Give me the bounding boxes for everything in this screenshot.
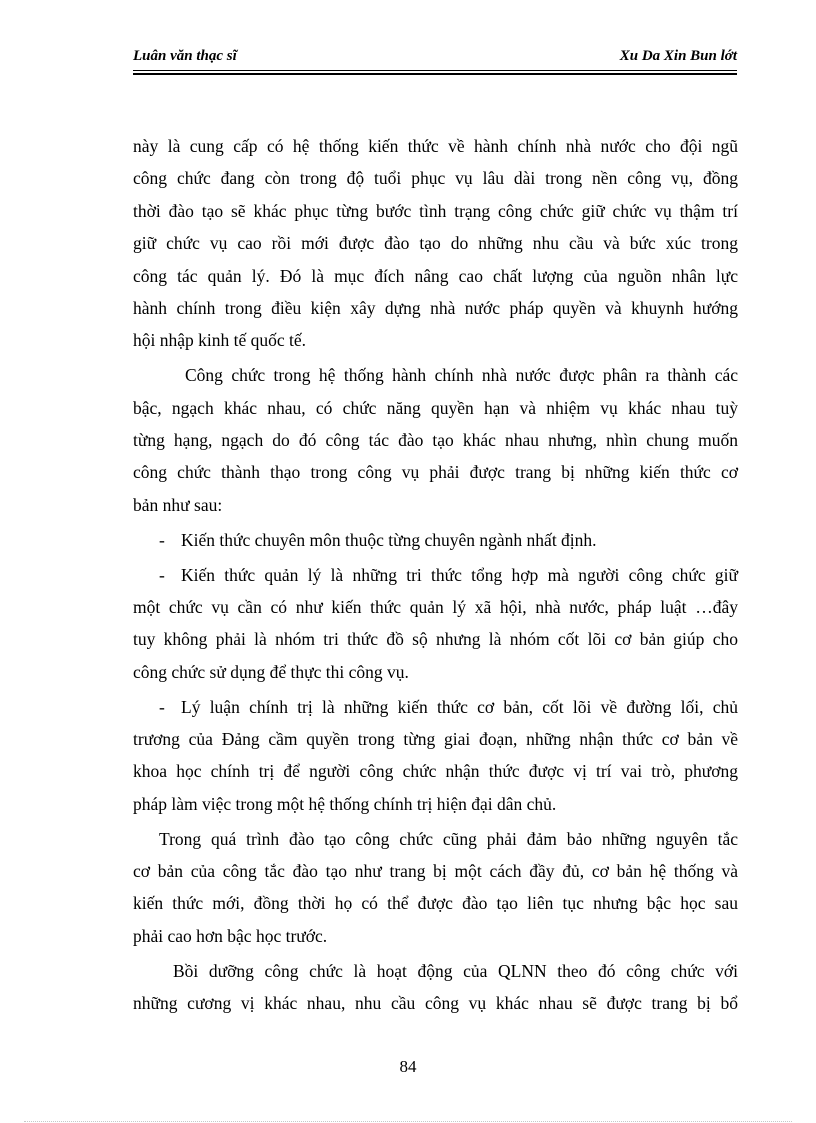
text-line: pháp làm việc trong một hệ thống chính trị hiện đại dân chủ. [133,793,557,814]
paragraph-1 [133,130,738,357]
text-line: tuy không phải là nhóm tri thức đồ sộ nhưng là nhóm cốt lõi cơ bản giúp cho [133,629,738,650]
bullet-text: Kiến thức chuyên môn thuộc từng chuyên ngành nhất định. [181,529,597,550]
text-line: trương của Đảng cầm quyền trong từng giai đoạn, những nhận thức cơ bản về [133,729,738,750]
bullet-item-1 [133,524,738,556]
bullet-dash: - [159,529,165,550]
text-line: công chức đang còn trong độ tuổi phục vụ lâu dài trong nền công vụ, đồng [133,168,738,189]
bullet-dash: - [159,564,165,585]
paragraph-4 [133,955,738,1020]
text-line: một chức vụ cần có như kiến thức quản lý xã hội, nhà nước, pháp luật …đây [133,596,738,617]
text-line: hành chính trong điều kiện xây dựng nhà nước pháp quyền và khuynh hướng [133,297,738,318]
text-line: Công chức trong hệ thống hành chính nhà nước được phân ra thành các [185,365,738,386]
text-line: công tác quản lý. Đó là mục đích nâng cao chất lượng của nguồn nhân lực [133,265,738,286]
page-number: 84 [399,1057,417,1076]
footer-dotted-rule [24,1121,792,1122]
bullet-item-2 [133,559,738,689]
text-line: những cương vị khác nhau, nhu cầu công vụ khác nhau sẽ được trang bị bổ [133,993,738,1014]
header-author-name: Xu Da Xin Bun lớt [619,48,737,64]
page-header [133,48,737,70]
bullet-dash: - [159,696,165,717]
text-line: thời đào tạo sẽ khác phục từng bước tình trạng công chức giữ chức vụ thậm trí [133,200,738,221]
text-line: kiến thức mới, đồng thời họ có thể được đào tạo liên tục nhưng bậc học sau [133,893,738,914]
header-thesis-label: Luân văn thạc sĩ [133,48,237,64]
text-line: cơ bản của công tắc đào tạo như trang bị một cách đầy đủ, cơ bản hệ thống và [133,861,738,882]
text-line: giữ chức vụ cao rồi mới được đào tạo do những nhu cầu và bức xúc trong [133,233,738,254]
bullet-item-3 [133,691,738,821]
text-line: Bồi dưỡng công chức là hoạt động của QLNN theo đó công chức với [173,960,738,981]
text-line: công chức thành thạo trong công vụ phải được trang bị những kiến thức cơ [133,462,738,483]
text-line: Trong quá trình đào tạo công chức cũng phải đảm bảo những nguyên tắc [159,828,738,849]
paragraph-3 [133,823,738,953]
text-line: phải cao hơn bậc học trước. [133,925,328,946]
bullet-text: Kiến thức quản lý là những tri thức tổng hợp mà người công chức giữ [181,564,738,585]
header-rule-thin [133,70,737,71]
text-line: khoa học chính trị để người công chức nhận thức được vị trí vai trò, phương [133,761,738,782]
paragraph-2 [133,359,738,521]
text-line: hội nhập kinh tế quốc tế. [133,330,307,351]
header-rule-thick [133,73,737,75]
text-line: bản như sau: [133,494,223,515]
text-line: công chức sử dụng để thực thi công vụ. [133,661,409,682]
text-line: bậc, ngạch khác nhau, có chức năng quyền hạn và nhiệm vụ khác nhau tuỳ [133,397,738,418]
bullet-line [133,524,738,556]
page-body [133,130,738,1020]
text-line: này là cung cấp có hệ thống kiến thức về hành chính nhà nước cho đội ngũ [133,136,738,156]
bullet-text: Lý luận chính trị là những kiến thức cơ bản, cốt lõi về đường lối, chủ [181,696,738,717]
bullet-line [133,691,738,723]
bullet-line [133,559,738,591]
text-line: từng hạng, ngạch do đó công tác đào tạo khác nhau nhưng, nhìn chung muốn [133,430,738,451]
